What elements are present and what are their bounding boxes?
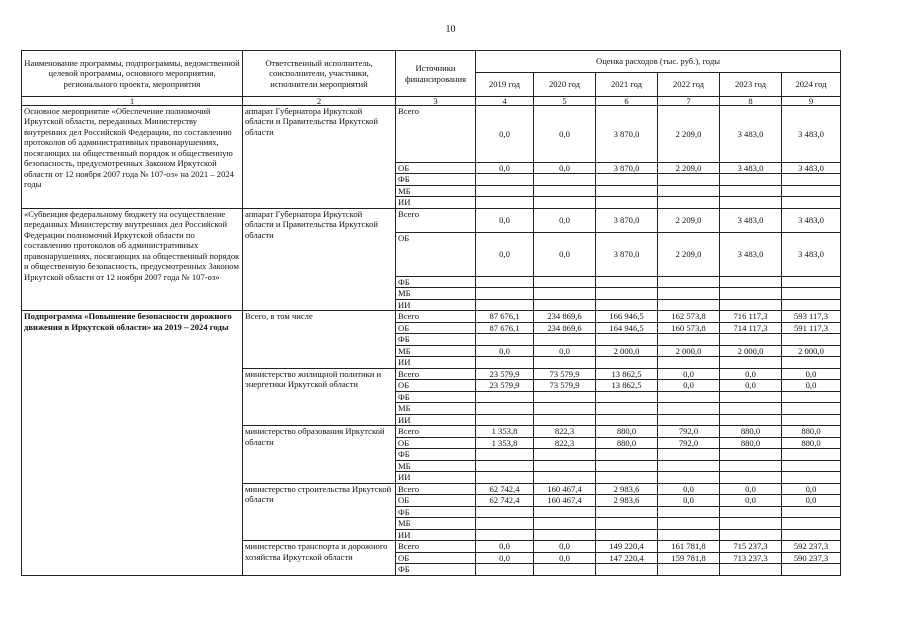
- value-cell: 2 983,6: [596, 495, 658, 506]
- value-cell: [596, 564, 658, 575]
- value-cell: 160 467,4: [534, 495, 596, 506]
- value-cell: [658, 449, 720, 460]
- value-cell: 13 862,5: [596, 380, 658, 391]
- source-cell: Всего: [396, 483, 476, 494]
- executor-cell: министерство строительства Иркутской области: [243, 483, 396, 540]
- executor-cell: министерство образования Иркутской области: [243, 426, 396, 483]
- value-cell: [534, 518, 596, 529]
- source-cell: ИИ: [396, 357, 476, 368]
- value-cell: 593 117,3: [782, 311, 841, 322]
- header-name: Наименование программы, подпрограммы, ведомственной целевой программы, основного мероприятия, регионального проекта, мероприятия: [22, 51, 243, 97]
- value-cell: [596, 357, 658, 368]
- value-cell: 2 000,0: [720, 345, 782, 356]
- value-cell: [596, 276, 658, 287]
- source-cell: Всего: [396, 541, 476, 552]
- value-cell: [596, 174, 658, 185]
- source-cell: МБ: [396, 460, 476, 471]
- value-cell: 0,0: [658, 495, 720, 506]
- value-cell: [720, 414, 782, 425]
- value-cell: [720, 449, 782, 460]
- header-year: 2024 год: [782, 73, 841, 97]
- value-cell: [720, 357, 782, 368]
- value-cell: [720, 403, 782, 414]
- value-cell: 3 870,0: [596, 163, 658, 174]
- value-cell: 2 209,0: [658, 163, 720, 174]
- column-index: 2: [243, 97, 396, 106]
- value-cell: 0,0: [720, 495, 782, 506]
- value-cell: [782, 564, 841, 575]
- value-cell: [782, 460, 841, 471]
- value-cell: [658, 564, 720, 575]
- source-cell: ОБ: [396, 163, 476, 174]
- value-cell: [720, 185, 782, 196]
- value-cell: [476, 414, 534, 425]
- column-index: 5: [534, 97, 596, 106]
- value-cell: 2 000,0: [782, 345, 841, 356]
- value-cell: [534, 529, 596, 540]
- value-cell: [534, 288, 596, 299]
- value-cell: [658, 357, 720, 368]
- value-cell: [720, 564, 782, 575]
- value-cell: [476, 529, 534, 540]
- source-cell: ОБ: [396, 232, 476, 276]
- value-cell: [596, 449, 658, 460]
- value-cell: 0,0: [720, 380, 782, 391]
- value-cell: [720, 529, 782, 540]
- value-cell: [534, 403, 596, 414]
- value-cell: 166 946,5: [596, 311, 658, 322]
- value-cell: 0,0: [534, 106, 596, 163]
- column-index: 1: [22, 97, 243, 106]
- header-year: 2020 год: [534, 73, 596, 97]
- value-cell: 3 870,0: [596, 208, 658, 232]
- value-cell: [596, 391, 658, 402]
- value-cell: 880,0: [782, 437, 841, 448]
- value-cell: 3 483,0: [720, 106, 782, 163]
- header-year: 2021 год: [596, 73, 658, 97]
- value-cell: 0,0: [782, 368, 841, 379]
- value-cell: [782, 472, 841, 483]
- value-cell: [782, 174, 841, 185]
- value-cell: 0,0: [782, 483, 841, 494]
- value-cell: [476, 276, 534, 287]
- source-cell: ФБ: [396, 391, 476, 402]
- value-cell: [534, 391, 596, 402]
- source-cell: ФБ: [396, 449, 476, 460]
- value-cell: [476, 357, 534, 368]
- column-index-row: [22, 97, 841, 106]
- executor-cell: аппарат Губернатора Иркутской области и Правительства Иркутской области: [243, 208, 396, 310]
- value-cell: [534, 174, 596, 185]
- value-cell: [596, 197, 658, 208]
- source-cell: МБ: [396, 518, 476, 529]
- value-cell: [534, 414, 596, 425]
- value-cell: 3 870,0: [596, 106, 658, 163]
- budget-table: [21, 50, 841, 576]
- source-cell: ИИ: [396, 529, 476, 540]
- header-source: Источники финансирования: [396, 51, 476, 97]
- value-cell: [720, 299, 782, 310]
- value-cell: 13 862,5: [596, 368, 658, 379]
- source-cell: МБ: [396, 345, 476, 356]
- value-cell: [596, 288, 658, 299]
- value-cell: [720, 288, 782, 299]
- value-cell: 3 483,0: [782, 232, 841, 276]
- value-cell: 160 467,4: [534, 483, 596, 494]
- value-cell: [658, 403, 720, 414]
- column-index: 4: [476, 97, 534, 106]
- value-cell: [596, 185, 658, 196]
- value-cell: 0,0: [782, 380, 841, 391]
- value-cell: 2 209,0: [658, 106, 720, 163]
- value-cell: 590 237,3: [782, 552, 841, 563]
- value-cell: [658, 185, 720, 196]
- table-header: [22, 51, 841, 106]
- value-cell: 23 579,9: [476, 380, 534, 391]
- value-cell: [782, 414, 841, 425]
- value-cell: 62 742,4: [476, 495, 534, 506]
- value-cell: 0,0: [720, 368, 782, 379]
- value-cell: 0,0: [658, 368, 720, 379]
- source-cell: Всего: [396, 311, 476, 322]
- source-cell: МБ: [396, 288, 476, 299]
- value-cell: [720, 518, 782, 529]
- header-year: 2019 год: [476, 73, 534, 97]
- value-cell: 880,0: [720, 437, 782, 448]
- program-name-cell: «Субвенция федеральному бюджету на осуществление переданных Министерству внутренних дел Российской Федерации полномочий Иркутской области по составлению протоколов об административных правонарушениях, посягающих на общественный порядок и общественную безопасность, предусмотренных Законом Иркутской области от 12 ноября 2007 года № 107-оз»: [22, 208, 243, 310]
- page-number: 10: [445, 24, 456, 35]
- value-cell: 2 983,6: [596, 483, 658, 494]
- source-cell: ОБ: [396, 437, 476, 448]
- value-cell: [782, 357, 841, 368]
- value-cell: 716 117,3: [720, 311, 782, 322]
- header-estimate: Оценка расходов (тыс. руб.), годы: [476, 51, 841, 73]
- value-cell: [720, 391, 782, 402]
- value-cell: [534, 197, 596, 208]
- value-cell: 0,0: [534, 232, 596, 276]
- value-cell: 234 869,6: [534, 322, 596, 333]
- value-cell: 822,3: [534, 437, 596, 448]
- executor-cell: аппарат Губернатора Иркутской области и Правительства Иркутской области: [243, 106, 396, 209]
- source-cell: ФБ: [396, 506, 476, 517]
- value-cell: [534, 185, 596, 196]
- value-cell: 792,0: [658, 437, 720, 448]
- source-cell: ОБ: [396, 552, 476, 563]
- source-cell: Всего: [396, 426, 476, 437]
- value-cell: [476, 185, 534, 196]
- value-cell: 1 353,8: [476, 426, 534, 437]
- source-cell: ФБ: [396, 174, 476, 185]
- value-cell: [782, 391, 841, 402]
- value-cell: [658, 299, 720, 310]
- value-cell: [658, 529, 720, 540]
- value-cell: 159 781,8: [658, 552, 720, 563]
- value-cell: [720, 197, 782, 208]
- value-cell: [658, 460, 720, 471]
- value-cell: 0,0: [534, 541, 596, 552]
- value-cell: [658, 518, 720, 529]
- value-cell: 162 573,8: [658, 311, 720, 322]
- program-name-cell: Основное мероприятие «Обеспечение полномочий Иркутской области, переданных Министерству внутренних дел Российской Федерации, по составлению протоколов об административных правонарушениях, посягающих на общественный порядок и общественную безопасность, предусмотренных Законом Иркутской области от 12 ноября 2007 года № 107-оз» на 2021 – 2024 годы: [22, 106, 243, 209]
- source-cell: МБ: [396, 403, 476, 414]
- column-index: 9: [782, 97, 841, 106]
- source-cell: ФБ: [396, 564, 476, 575]
- value-cell: [658, 288, 720, 299]
- value-cell: [476, 564, 534, 575]
- value-cell: [782, 334, 841, 345]
- value-cell: 0,0: [658, 483, 720, 494]
- source-cell: Всего: [396, 368, 476, 379]
- value-cell: [782, 518, 841, 529]
- value-cell: 62 742,4: [476, 483, 534, 494]
- table-row: [22, 311, 841, 322]
- value-cell: 880,0: [720, 426, 782, 437]
- value-cell: 2 209,0: [658, 208, 720, 232]
- value-cell: 0,0: [534, 208, 596, 232]
- value-cell: [782, 185, 841, 196]
- value-cell: 2 000,0: [596, 345, 658, 356]
- table-row: [22, 208, 841, 232]
- source-cell: МБ: [396, 185, 476, 196]
- value-cell: [476, 299, 534, 310]
- value-cell: [476, 391, 534, 402]
- value-cell: [782, 197, 841, 208]
- header-year: 2023 год: [720, 73, 782, 97]
- value-cell: [658, 506, 720, 517]
- value-cell: [658, 197, 720, 208]
- value-cell: [476, 472, 534, 483]
- column-index: 6: [596, 97, 658, 106]
- value-cell: [534, 506, 596, 517]
- value-cell: 0,0: [534, 552, 596, 563]
- value-cell: 3 483,0: [720, 208, 782, 232]
- value-cell: [534, 334, 596, 345]
- value-cell: 0,0: [476, 208, 534, 232]
- value-cell: [596, 403, 658, 414]
- value-cell: [782, 449, 841, 460]
- value-cell: [476, 288, 534, 299]
- value-cell: 0,0: [476, 163, 534, 174]
- value-cell: [720, 334, 782, 345]
- value-cell: 713 237,3: [720, 552, 782, 563]
- value-cell: 591 117,3: [782, 322, 841, 333]
- source-cell: ОБ: [396, 380, 476, 391]
- source-cell: ИИ: [396, 197, 476, 208]
- value-cell: 149 220,4: [596, 541, 658, 552]
- value-cell: [534, 564, 596, 575]
- value-cell: 0,0: [534, 163, 596, 174]
- table-row: [22, 106, 841, 163]
- value-cell: [658, 334, 720, 345]
- value-cell: 0,0: [782, 495, 841, 506]
- value-cell: [596, 460, 658, 471]
- value-cell: [658, 174, 720, 185]
- value-cell: [596, 506, 658, 517]
- value-cell: 0,0: [476, 345, 534, 356]
- value-cell: 714 117,3: [720, 322, 782, 333]
- value-cell: 23 579,9: [476, 368, 534, 379]
- table-body: [22, 106, 841, 576]
- value-cell: 0,0: [476, 552, 534, 563]
- value-cell: 3 483,0: [782, 106, 841, 163]
- value-cell: 3 483,0: [720, 232, 782, 276]
- value-cell: [782, 288, 841, 299]
- value-cell: [596, 518, 658, 529]
- value-cell: [596, 472, 658, 483]
- value-cell: 87 676,1: [476, 322, 534, 333]
- source-cell: ИИ: [396, 299, 476, 310]
- value-cell: 3 870,0: [596, 232, 658, 276]
- value-cell: [782, 299, 841, 310]
- value-cell: [476, 518, 534, 529]
- source-cell: Всего: [396, 208, 476, 232]
- value-cell: [720, 472, 782, 483]
- program-name-cell: Подпрограмма «Повышение безопасности дорожного движения в Иркутской области» на 2019 – 2024 годы: [22, 311, 243, 575]
- value-cell: 822,3: [534, 426, 596, 437]
- value-cell: [476, 403, 534, 414]
- value-cell: [476, 449, 534, 460]
- value-cell: 880,0: [596, 426, 658, 437]
- source-cell: ФБ: [396, 334, 476, 345]
- value-cell: 880,0: [782, 426, 841, 437]
- value-cell: 73 579,9: [534, 368, 596, 379]
- value-cell: 0,0: [476, 541, 534, 552]
- value-cell: [658, 391, 720, 402]
- value-cell: 2 000,0: [658, 345, 720, 356]
- value-cell: [596, 414, 658, 425]
- header-year: 2022 год: [658, 73, 720, 97]
- value-cell: 161 781,8: [658, 541, 720, 552]
- source-cell: ИИ: [396, 414, 476, 425]
- value-cell: 1 353,8: [476, 437, 534, 448]
- value-cell: [534, 357, 596, 368]
- value-cell: [596, 334, 658, 345]
- value-cell: [782, 276, 841, 287]
- value-cell: [534, 472, 596, 483]
- value-cell: [534, 449, 596, 460]
- executor-cell: министерство транспорта и дорожного хозяйства Иркутской области: [243, 541, 396, 575]
- value-cell: [534, 299, 596, 310]
- value-cell: 592 237,3: [782, 541, 841, 552]
- value-cell: 3 483,0: [782, 208, 841, 232]
- source-cell: ОБ: [396, 322, 476, 333]
- value-cell: [658, 414, 720, 425]
- value-cell: 792,0: [658, 426, 720, 437]
- column-index: 3: [396, 97, 476, 106]
- source-cell: Всего: [396, 106, 476, 163]
- value-cell: [476, 460, 534, 471]
- value-cell: [476, 334, 534, 345]
- value-cell: 234 869,6: [534, 311, 596, 322]
- source-cell: ИИ: [396, 472, 476, 483]
- value-cell: [782, 529, 841, 540]
- value-cell: 73 579,9: [534, 380, 596, 391]
- value-cell: [534, 276, 596, 287]
- value-cell: 2 209,0: [658, 232, 720, 276]
- value-cell: [720, 174, 782, 185]
- value-cell: 147 220,4: [596, 552, 658, 563]
- value-cell: 715 237,3: [720, 541, 782, 552]
- value-cell: 87 676,1: [476, 311, 534, 322]
- executor-cell: Всего, в том числе: [243, 311, 396, 368]
- value-cell: [658, 472, 720, 483]
- value-cell: 0,0: [720, 483, 782, 494]
- value-cell: [596, 299, 658, 310]
- value-cell: [782, 506, 841, 517]
- column-index: 8: [720, 97, 782, 106]
- value-cell: 0,0: [534, 345, 596, 356]
- value-cell: [476, 197, 534, 208]
- source-cell: ФБ: [396, 276, 476, 287]
- value-cell: [476, 506, 534, 517]
- executor-cell: министерство жилищной политики и энергетики Иркутской области: [243, 368, 396, 425]
- value-cell: [658, 276, 720, 287]
- value-cell: 160 573,8: [658, 322, 720, 333]
- value-cell: [596, 529, 658, 540]
- value-cell: 3 483,0: [782, 163, 841, 174]
- value-cell: [782, 403, 841, 414]
- value-cell: 880,0: [596, 437, 658, 448]
- value-cell: 164 946,5: [596, 322, 658, 333]
- header-executor: Ответственный исполнитель, соисполнители, участники, исполнители мероприятий: [243, 51, 396, 97]
- value-cell: 0,0: [658, 380, 720, 391]
- value-cell: [534, 460, 596, 471]
- value-cell: 0,0: [476, 232, 534, 276]
- source-cell: ОБ: [396, 495, 476, 506]
- value-cell: 0,0: [476, 106, 534, 163]
- value-cell: [476, 174, 534, 185]
- value-cell: [720, 506, 782, 517]
- column-index: 7: [658, 97, 720, 106]
- value-cell: [720, 276, 782, 287]
- value-cell: 3 483,0: [720, 163, 782, 174]
- value-cell: [720, 460, 782, 471]
